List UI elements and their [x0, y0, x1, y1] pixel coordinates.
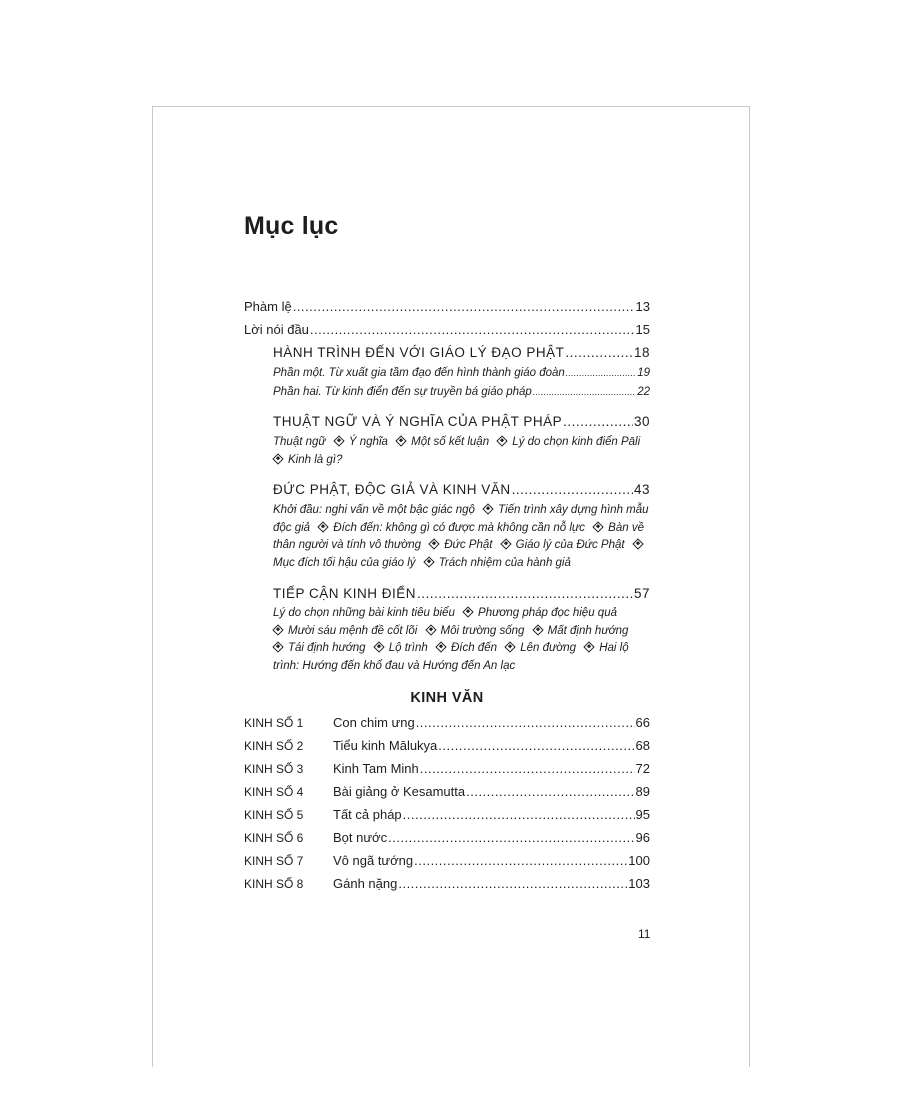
- page-number: 11: [638, 927, 651, 941]
- toc-topic: Tái định hướng: [273, 642, 366, 654]
- sutra-page: 68: [635, 738, 650, 753]
- toc-topic: Đích đến: [431, 642, 497, 654]
- toc-topic-list: [273, 434, 650, 469]
- toc-topic: Lý do chọn kinh điển Pāli: [492, 436, 640, 448]
- diamond-bullet-icon: [318, 521, 329, 532]
- toc-section-page: 43: [633, 482, 650, 497]
- sutra-entry: [244, 876, 650, 891]
- sutra-title: Kinh Tam Minh: [333, 761, 419, 776]
- toc-entry-front: [244, 299, 650, 314]
- sutra-code: KINH SỐ 5: [244, 808, 304, 822]
- toc-section-page: 57: [633, 586, 650, 601]
- toc-topic: Đức Phật: [424, 539, 492, 551]
- toc-section: [273, 482, 650, 497]
- diamond-bullet-icon: [632, 539, 643, 550]
- sutra-entry: [244, 715, 650, 730]
- page-title: Mục lục: [244, 212, 339, 240]
- toc-topic: Phương pháp đọc hiệu quả: [458, 607, 617, 619]
- sutra-page: 66: [635, 715, 650, 730]
- sutra-title: Gánh nặng: [333, 876, 398, 891]
- toc-entry-label: Lời nói đầu: [244, 322, 309, 337]
- toc-topic: Mười sáu mệnh đề cốt lõi: [273, 625, 417, 637]
- sutra-code: KINH SỐ 8: [244, 877, 304, 891]
- toc-topic: Mục đích tối hậu của giáo lý: [273, 539, 648, 569]
- toc-section-title: HÀNH TRÌNH ĐẾN VỚI GIÁO LÝ ĐẠO PHẬT: [273, 345, 565, 360]
- sutra-entry: [244, 784, 650, 799]
- dot-leader: [533, 387, 636, 399]
- sutra-code: KINH SỐ 4: [244, 785, 304, 799]
- diamond-bullet-icon: [584, 642, 595, 653]
- toc-section-page: 18: [633, 345, 650, 360]
- toc-section-title: THUẬT NGỮ VÀ Ý NGHĨA CỦA PHẬT PHÁP: [273, 414, 563, 429]
- dot-leader: [388, 831, 634, 844]
- toc-section-title: TIẾP CẬN KINH ĐIỂN: [273, 586, 417, 601]
- sutra-entry: [244, 761, 650, 776]
- toc-entry-page: 15: [635, 322, 650, 337]
- diamond-bullet-icon: [593, 521, 604, 532]
- sutra-page: 89: [635, 784, 650, 799]
- toc-section-page: 30: [633, 414, 650, 429]
- sutra-title: Tất cả pháp: [333, 807, 402, 822]
- dot-leader: [293, 300, 635, 313]
- sutra-code: KINH SỐ 3: [244, 762, 304, 776]
- toc-part: [273, 367, 650, 380]
- diamond-bullet-icon: [505, 642, 516, 653]
- toc-topic: Bàn về thân người và tính vô thường: [273, 521, 644, 551]
- dot-leader: [420, 762, 635, 775]
- sutra-entry: [244, 807, 650, 822]
- dot-leader: [512, 483, 633, 497]
- toc-topic-list: [273, 502, 650, 572]
- toc-entry-front: [244, 322, 650, 337]
- sutra-title: Bài giảng ở Kesamutta: [333, 784, 466, 799]
- diamond-bullet-icon: [435, 642, 446, 653]
- toc-topic: Thuật ngữ: [273, 436, 326, 448]
- sutra-page: 72: [635, 761, 650, 776]
- toc-topic: Lộ trình: [369, 642, 428, 654]
- sutra-entry: [244, 830, 650, 845]
- toc-part-label: Phần một. Từ xuất gia tầm đạo đến hình thành giáo đoàn: [273, 367, 565, 379]
- sutra-entry: [244, 738, 650, 753]
- diamond-bullet-icon: [272, 642, 283, 653]
- sutra-title: Vô ngã tướng: [333, 853, 414, 868]
- dot-leader: [566, 368, 636, 380]
- sutra-code: KINH SỐ 1: [244, 716, 304, 730]
- diamond-bullet-icon: [462, 607, 473, 618]
- diamond-bullet-icon: [497, 436, 508, 447]
- toc-topic: Giáo lý của Đức Phật: [496, 539, 625, 551]
- toc-topic: Ý nghĩa: [329, 436, 388, 448]
- sutra-page: 95: [635, 807, 650, 822]
- toc-entry-label: Phàm lệ: [244, 299, 292, 314]
- diamond-bullet-icon: [395, 436, 406, 447]
- toc-topic: Môi trường sống: [421, 625, 525, 637]
- dot-leader: [310, 323, 635, 336]
- sutra-code: KINH SỐ 6: [244, 831, 304, 845]
- toc-part-page: 19: [637, 367, 650, 379]
- toc-section: [273, 414, 650, 429]
- dot-leader: [565, 346, 633, 360]
- diamond-bullet-icon: [423, 556, 434, 567]
- sutra-title: Con chim ưng: [333, 715, 415, 730]
- toc-topic: Đích đến: không gì có được mà không cần nỗ lực: [313, 522, 585, 534]
- diamond-bullet-icon: [425, 624, 436, 635]
- sutra-title: Bọt nước: [333, 830, 388, 845]
- toc-part-page: 22: [637, 386, 650, 398]
- toc-topic: Tiến trình xây dựng hình mẫu độc giả: [273, 504, 649, 534]
- sutra-page: 100: [628, 853, 650, 868]
- dot-leader: [414, 854, 627, 867]
- dot-leader: [398, 877, 627, 890]
- toc-topic: Mất định hướng: [528, 625, 629, 637]
- sutra-title: Tiểu kinh Mālukya: [333, 738, 438, 753]
- sutra-page: 96: [635, 830, 650, 845]
- sutra-entry: [244, 853, 650, 868]
- sutra-code: KINH SỐ 2: [244, 739, 304, 753]
- dot-leader: [466, 785, 634, 798]
- sutra-code: KINH SỐ 7: [244, 854, 304, 868]
- diamond-bullet-icon: [373, 642, 384, 653]
- dot-leader: [416, 716, 635, 729]
- diamond-bullet-icon: [500, 539, 511, 550]
- dot-leader: [403, 808, 635, 821]
- toc-topic: Một số kết luận: [391, 436, 489, 448]
- toc-topic: Kinh là gì?: [273, 454, 342, 466]
- toc-topic: Hai lộ trình: Hướng đến khổ đau và Hướng đến An lạc: [273, 642, 629, 672]
- dot-leader: [417, 587, 633, 601]
- diamond-bullet-icon: [532, 624, 543, 635]
- diamond-bullet-icon: [429, 539, 440, 550]
- diamond-bullet-icon: [482, 504, 493, 515]
- diamond-bullet-icon: [272, 624, 283, 635]
- toc-section: [273, 345, 650, 360]
- toc-part-label: Phần hai. Từ kinh điển đến sự truyền bá giáo pháp: [273, 386, 532, 398]
- diamond-bullet-icon: [333, 436, 344, 447]
- dot-leader: [438, 739, 634, 752]
- toc-topic: Lên đường: [500, 642, 576, 654]
- kinh-van-heading: KINH VĂN: [410, 690, 484, 706]
- toc-topic: Khởi đầu: nghi vấn về một bậc giác ngộ: [273, 504, 475, 516]
- dot-leader: [563, 415, 633, 429]
- toc-section-title: ĐỨC PHẬT, ĐỘC GIẢ VÀ KINH VĂN: [273, 482, 511, 497]
- toc-entry-page: 13: [635, 299, 650, 314]
- toc-topic-list: [273, 605, 650, 675]
- diamond-bullet-icon: [272, 453, 283, 464]
- toc-part: [273, 386, 650, 399]
- toc-topic: Trách nhiệm của hành giả: [419, 557, 571, 569]
- toc-topic: Lý do chọn những bài kinh tiêu biểu: [273, 607, 455, 619]
- toc-section: [273, 586, 650, 601]
- sutra-page: 103: [628, 876, 650, 891]
